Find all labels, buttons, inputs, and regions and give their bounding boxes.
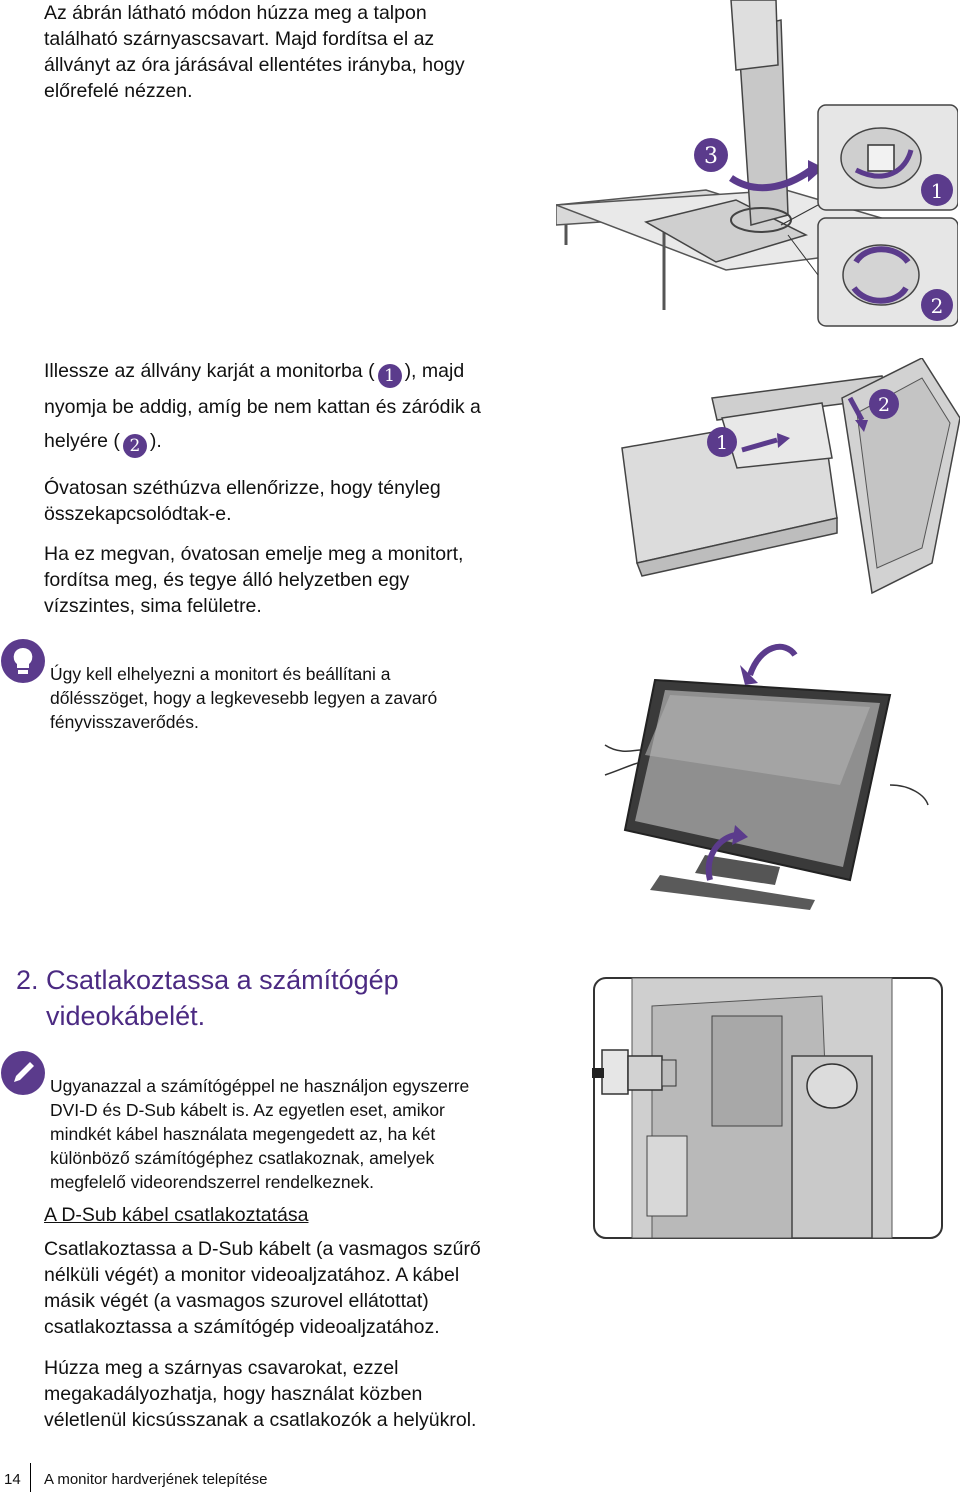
- step-1-label: 1: [930, 179, 944, 203]
- step-1-label: 1: [715, 432, 729, 454]
- section-title-line: Csatlakoztassa a számítógép: [46, 965, 399, 995]
- tip-line: Úgy kell elhelyezni a monitort és beállítani a: [50, 664, 391, 684]
- step2-line: helyére ( 2 ).: [44, 430, 162, 456]
- step2-instructions: [44, 358, 481, 458]
- lift-monitor-text: [44, 541, 463, 619]
- check-connection-text: [44, 475, 441, 527]
- tip-line: dőlésszöget, hogy a legkevesebb legyen a zavaró: [50, 688, 438, 708]
- footer-divider: [30, 1463, 31, 1492]
- step2-line: Illessze az állvány karját a monitorba ( 1 ), majd: [44, 360, 465, 386]
- monitor-tilt-figure: [600, 635, 930, 910]
- dsub-line: megakadályozhatja, hogy használat közben: [44, 1383, 423, 1405]
- step1-line: állványt az óra járásával ellentétes irányba, hogy: [44, 54, 465, 76]
- tip-line: fényvisszaverődés.: [50, 712, 199, 732]
- footer-title: A monitor hardverjének telepítése: [44, 1471, 268, 1488]
- note-line: DVI-D és D-Sub kábelt is. Az egyetlen eset, amikor: [50, 1100, 445, 1120]
- note-text: [50, 1074, 469, 1194]
- section-heading: [16, 962, 399, 1034]
- dsub-connection-figure: [592, 976, 944, 1240]
- dsub-paragraph-1: [44, 1236, 481, 1340]
- tip-text: [50, 662, 437, 734]
- dsub-line: Húzza meg a szárnyas csavarokat, ezzel: [44, 1357, 399, 1379]
- lift-line: fordítsa meg, és tegye álló helyzetben egy: [44, 569, 410, 591]
- lightbulb-tip-icon: [0, 638, 46, 684]
- step-3-label: 3: [704, 144, 718, 169]
- section-title-line: videokábelét.: [46, 1001, 206, 1031]
- dsub-line: csatlakoztassa a számítógép videoaljzatához.: [44, 1316, 440, 1338]
- dsub-line: nélküli végét) a monitor videoaljzatához. A kábel: [44, 1264, 460, 1286]
- step1-line: található szárnyascsavart. Majd fordítsa el az: [44, 28, 435, 50]
- step1-instructions: [44, 0, 465, 104]
- note-line: különböző számítógéphez csatlakoznak, amelyek: [50, 1148, 435, 1168]
- check-line: összekapcsolódtak-e.: [44, 503, 232, 525]
- dsub-line: másik végét (a vasmagos szurovel ellátottat): [44, 1290, 429, 1312]
- lift-line: vízszintes, sima felületre.: [44, 595, 262, 617]
- dsub-subheading: A D-Sub kábel csatlakoztatása: [44, 1204, 309, 1226]
- step-2-badge: 2: [123, 434, 147, 458]
- step1-line: előrefelé nézzen.: [44, 80, 193, 102]
- check-line: Óvatosan széthúzva ellenőrizze, hogy tényleg: [44, 477, 441, 499]
- note-line: megfelelő videorendszerrel rendelkeznek.: [50, 1172, 374, 1192]
- lift-line: Ha ez megvan, óvatosan emelje meg a monitort,: [44, 543, 464, 565]
- step2-line: nyomja be addig, amíg be nem kattan és záródik a: [44, 396, 481, 418]
- step-2-label: 2: [930, 294, 944, 318]
- note-line: Ugyanazzal a számítógéppel ne használjon egyszerre: [50, 1076, 470, 1096]
- stand-rotation-figure: [556, 0, 958, 328]
- pencil-note-icon: [0, 1050, 46, 1096]
- step1-line: Az ábrán látható módon húzza meg a talpon: [44, 2, 427, 24]
- dsub-line: véletlenül kicsússzanak a csatlakozók a helyükrol.: [44, 1409, 477, 1431]
- page-number: 14: [4, 1471, 21, 1488]
- dsub-paragraph-2: [44, 1355, 476, 1433]
- section-number: 2.: [16, 965, 39, 995]
- attach-arm-figure: [572, 358, 960, 608]
- note-line: mindkét kábel használata megengedett az, ha két: [50, 1124, 436, 1144]
- dsub-line: Csatlakoztassa a D-Sub kábelt (a vasmagos szűrő: [44, 1238, 481, 1260]
- step-2-label: 2: [877, 394, 891, 416]
- step-1-badge: 1: [378, 364, 402, 388]
